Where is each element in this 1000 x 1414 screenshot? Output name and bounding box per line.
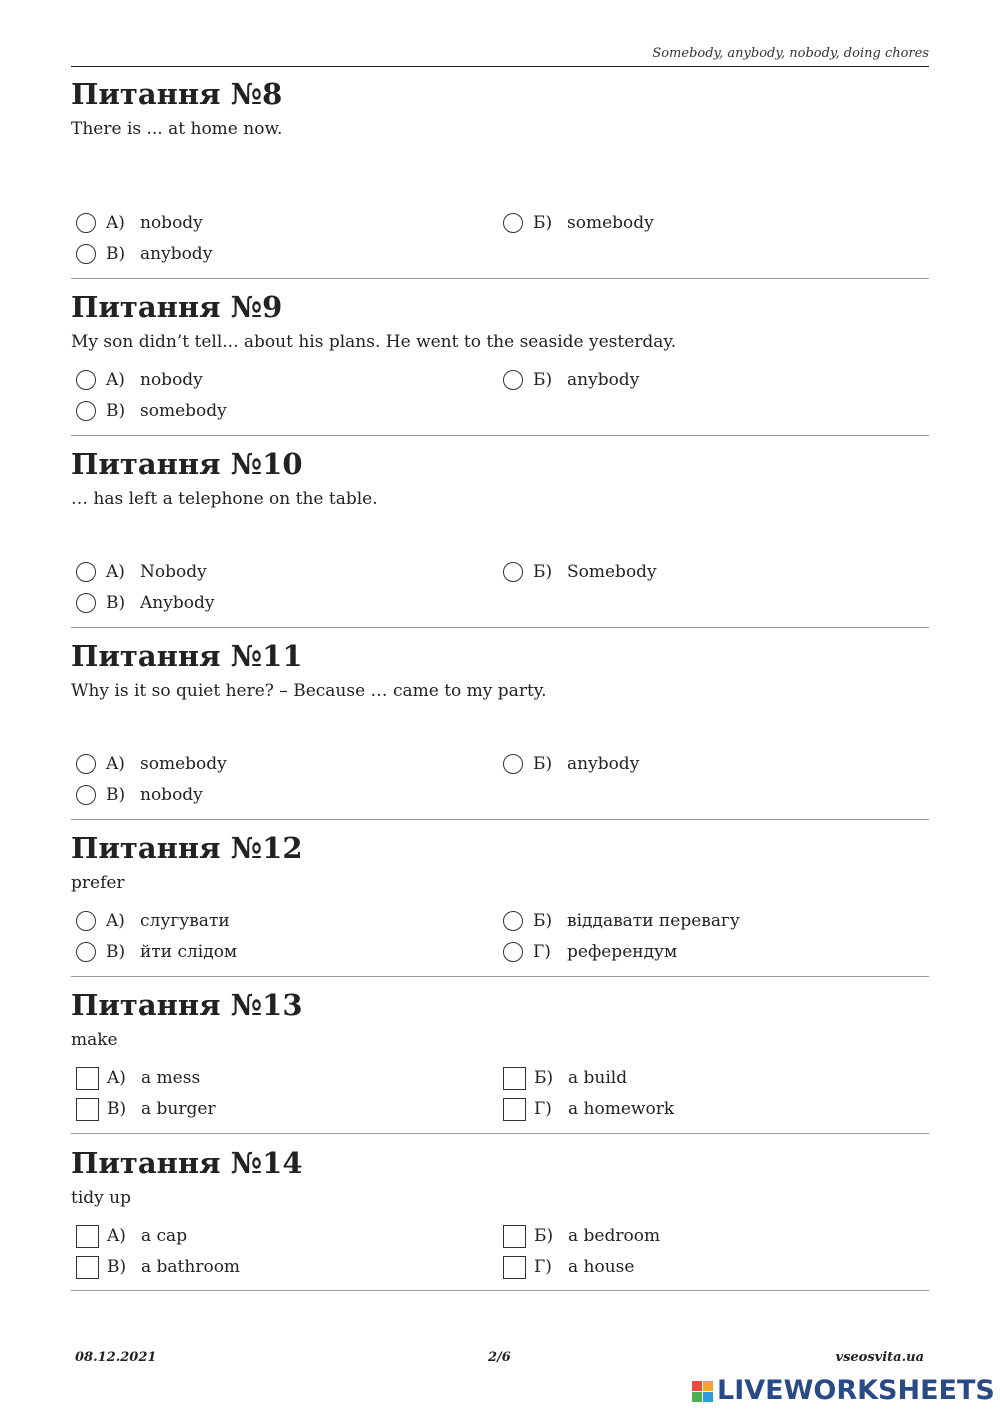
- question-13: [71, 989, 929, 1134]
- option-letter: В): [106, 942, 126, 962]
- footer-page-number: 2/6: [488, 1350, 511, 1365]
- option-label: a homework: [568, 1099, 675, 1119]
- option-b[interactable]: [498, 559, 657, 585]
- option-label: віддавати перевагу: [567, 911, 740, 931]
- option-letter: В): [106, 593, 126, 613]
- question-text: My son didn’t tell... about his plans. He went to the seaside yesterday.: [71, 332, 677, 352]
- option-label: anybody: [140, 244, 213, 264]
- checkbox[interactable]: [503, 1225, 526, 1248]
- radio-button[interactable]: [76, 213, 96, 233]
- option-a[interactable]: [71, 559, 207, 585]
- option-letter: A): [107, 1226, 126, 1246]
- option-label: референдум: [567, 942, 678, 962]
- option-c[interactable]: [71, 241, 212, 267]
- option-c[interactable]: [71, 1096, 216, 1122]
- radio-button[interactable]: [503, 213, 523, 233]
- option-label: somebody: [140, 401, 227, 421]
- option-label: anybody: [567, 370, 640, 390]
- option-letter: Б): [533, 562, 553, 582]
- option-letter: A): [106, 911, 125, 931]
- option-label: nobody: [140, 785, 203, 805]
- logo-tile-v: [692, 1392, 702, 1402]
- option-letter: В): [106, 244, 126, 264]
- question-title: Питання №11: [71, 639, 303, 673]
- option-label: nobody: [140, 370, 203, 390]
- logo-tile-l: [692, 1381, 702, 1391]
- checkbox[interactable]: [76, 1256, 99, 1279]
- option-d[interactable]: [498, 1096, 674, 1122]
- question-14: [71, 1147, 929, 1291]
- checkbox[interactable]: [503, 1067, 526, 1090]
- option-label: a cap: [141, 1226, 188, 1246]
- question-9: [71, 291, 929, 436]
- option-a[interactable]: [71, 908, 230, 934]
- option-label: a bedroom: [568, 1226, 661, 1246]
- liveworksheets-logo: [692, 1376, 995, 1406]
- radio-button[interactable]: [76, 593, 96, 613]
- option-label: somebody: [140, 754, 227, 774]
- option-letter: В): [106, 785, 126, 805]
- option-b[interactable]: [498, 751, 639, 777]
- question-title: Питання №12: [71, 831, 303, 865]
- option-letter: Б): [533, 911, 553, 931]
- option-letter: В): [106, 401, 126, 421]
- option-letter: A): [106, 562, 125, 582]
- radio-button[interactable]: [503, 942, 523, 962]
- radio-button[interactable]: [503, 754, 523, 774]
- question-title: Питання №9: [71, 290, 283, 324]
- option-label: somebody: [567, 213, 654, 233]
- option-letter: Г): [534, 1099, 552, 1119]
- checkbox[interactable]: [503, 1098, 526, 1121]
- option-a[interactable]: [71, 210, 203, 236]
- checkbox[interactable]: [503, 1256, 526, 1279]
- option-letter: В): [107, 1099, 127, 1119]
- page-header: [71, 44, 929, 67]
- question-text: Why is it so quiet here? – Because … came to my party.: [71, 681, 547, 701]
- option-letter: Б): [533, 213, 553, 233]
- radio-button[interactable]: [76, 754, 96, 774]
- checkbox[interactable]: [76, 1098, 99, 1121]
- option-a[interactable]: [71, 367, 203, 393]
- option-label: слугувати: [140, 911, 230, 931]
- question-text: … has left a telephone on the table.: [71, 489, 378, 509]
- option-letter: Г): [534, 1257, 552, 1277]
- question-text: tidy up: [71, 1188, 131, 1208]
- radio-button[interactable]: [503, 911, 523, 931]
- option-letter: A): [106, 370, 125, 390]
- option-label: Somebody: [567, 562, 657, 582]
- option-b[interactable]: [498, 1065, 627, 1091]
- radio-button[interactable]: [76, 401, 96, 421]
- question-title: Питання №13: [71, 988, 303, 1022]
- liveworksheets-wordmark: LIVEWORKSHEETS: [717, 1375, 995, 1406]
- option-b[interactable]: [498, 210, 654, 236]
- option-label: Anybody: [140, 593, 215, 613]
- option-label: a house: [568, 1257, 635, 1277]
- option-letter: Б): [533, 754, 553, 774]
- option-label: anybody: [567, 754, 640, 774]
- option-label: a build: [568, 1068, 628, 1088]
- radio-button[interactable]: [76, 562, 96, 582]
- option-letter: A): [106, 754, 125, 774]
- page-footer: [75, 1350, 924, 1370]
- option-c[interactable]: [71, 939, 237, 965]
- radio-button[interactable]: [503, 562, 523, 582]
- option-letter: Б): [533, 370, 553, 390]
- question-title: Питання №14: [71, 1146, 303, 1180]
- option-letter: В): [107, 1257, 127, 1277]
- option-c[interactable]: [71, 590, 214, 616]
- footer-date: 08.12.2021: [75, 1350, 157, 1365]
- question-11: [71, 640, 929, 820]
- checkbox[interactable]: [76, 1067, 99, 1090]
- option-c[interactable]: [71, 1254, 240, 1280]
- radio-button[interactable]: [76, 785, 96, 805]
- option-a[interactable]: [71, 1065, 200, 1091]
- option-label: nobody: [140, 213, 203, 233]
- radio-button[interactable]: [76, 370, 96, 390]
- option-letter: Б): [534, 1226, 554, 1246]
- logo-tile-e: [703, 1392, 713, 1402]
- question-text: prefer: [71, 873, 125, 893]
- option-d[interactable]: [498, 1254, 634, 1280]
- footer-site: vseosvita.ua: [835, 1350, 924, 1365]
- question-text: There is ... at home now.: [71, 119, 283, 139]
- option-c[interactable]: [71, 398, 227, 424]
- option-a[interactable]: [71, 751, 227, 777]
- option-letter: Б): [534, 1068, 554, 1088]
- option-b[interactable]: [498, 1223, 660, 1249]
- option-letter: A): [107, 1068, 126, 1088]
- radio-button[interactable]: [76, 942, 96, 962]
- question-text: make: [71, 1030, 118, 1050]
- option-letter: Г): [533, 942, 551, 962]
- liveworksheets-icon: [692, 1381, 713, 1402]
- checkbox[interactable]: [76, 1225, 99, 1248]
- logo-tile-i: [703, 1381, 713, 1391]
- question-10: [71, 448, 929, 628]
- question-title: Питання №10: [71, 447, 303, 481]
- question-8: [71, 78, 929, 279]
- option-label: a mess: [141, 1068, 201, 1088]
- option-label: a burger: [141, 1099, 216, 1119]
- option-c[interactable]: [71, 782, 203, 808]
- radio-button[interactable]: [76, 911, 96, 931]
- option-letter: A): [106, 213, 125, 233]
- radio-button[interactable]: [76, 244, 96, 264]
- option-b[interactable]: [498, 367, 639, 393]
- option-b[interactable]: [498, 908, 740, 934]
- option-label: Nobody: [140, 562, 207, 582]
- question-12: [71, 832, 929, 977]
- option-label: йти слідом: [140, 942, 238, 962]
- option-label: a bathroom: [141, 1257, 241, 1277]
- radio-button[interactable]: [503, 370, 523, 390]
- option-d[interactable]: [498, 939, 677, 965]
- question-title: Питання №8: [71, 77, 283, 111]
- header-title: Somebody, anybody, nobody, doing chores: [652, 46, 929, 61]
- option-a[interactable]: [71, 1223, 187, 1249]
